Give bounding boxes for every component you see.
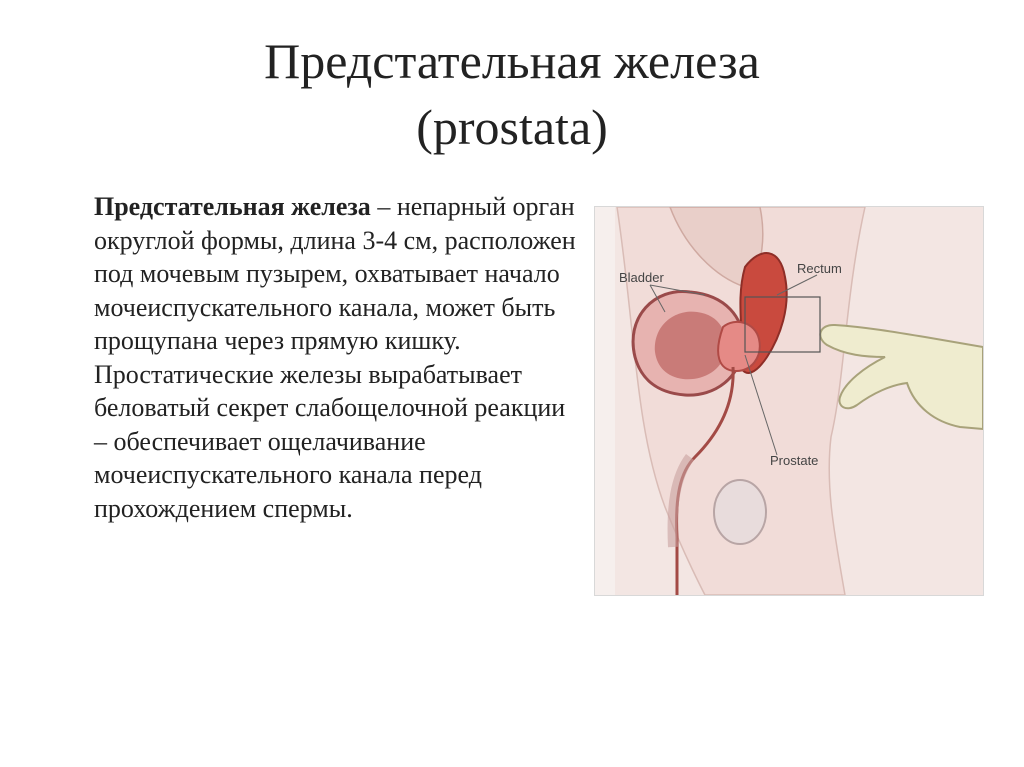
anatomy-illustration <box>594 206 984 596</box>
body-definition: – непарный орган округлой формы, длина 3-4 см, расположен под мочевым пузырем, охватывает начало мочеиспускательного канала, может быть прощупана через прямую кишку. Простатические железы вырабатывает беловатый секрет слабощелочной реакции – обеспечивает ощелачивание мочеиспускательного канала перед прохождением спермы. <box>94 192 576 523</box>
label-bladder: Bladder <box>619 270 664 285</box>
anatomy-drawing <box>595 207 983 595</box>
title-line-1: Предстательная железа <box>264 33 760 89</box>
label-prostate: Prostate <box>770 453 819 468</box>
title-line-2: (prostata) <box>416 99 608 155</box>
body-term: Предстательная железа <box>94 192 371 221</box>
label-rectum: Rectum <box>797 261 842 276</box>
body-paragraph <box>94 190 584 525</box>
slide-title <box>0 28 1024 160</box>
